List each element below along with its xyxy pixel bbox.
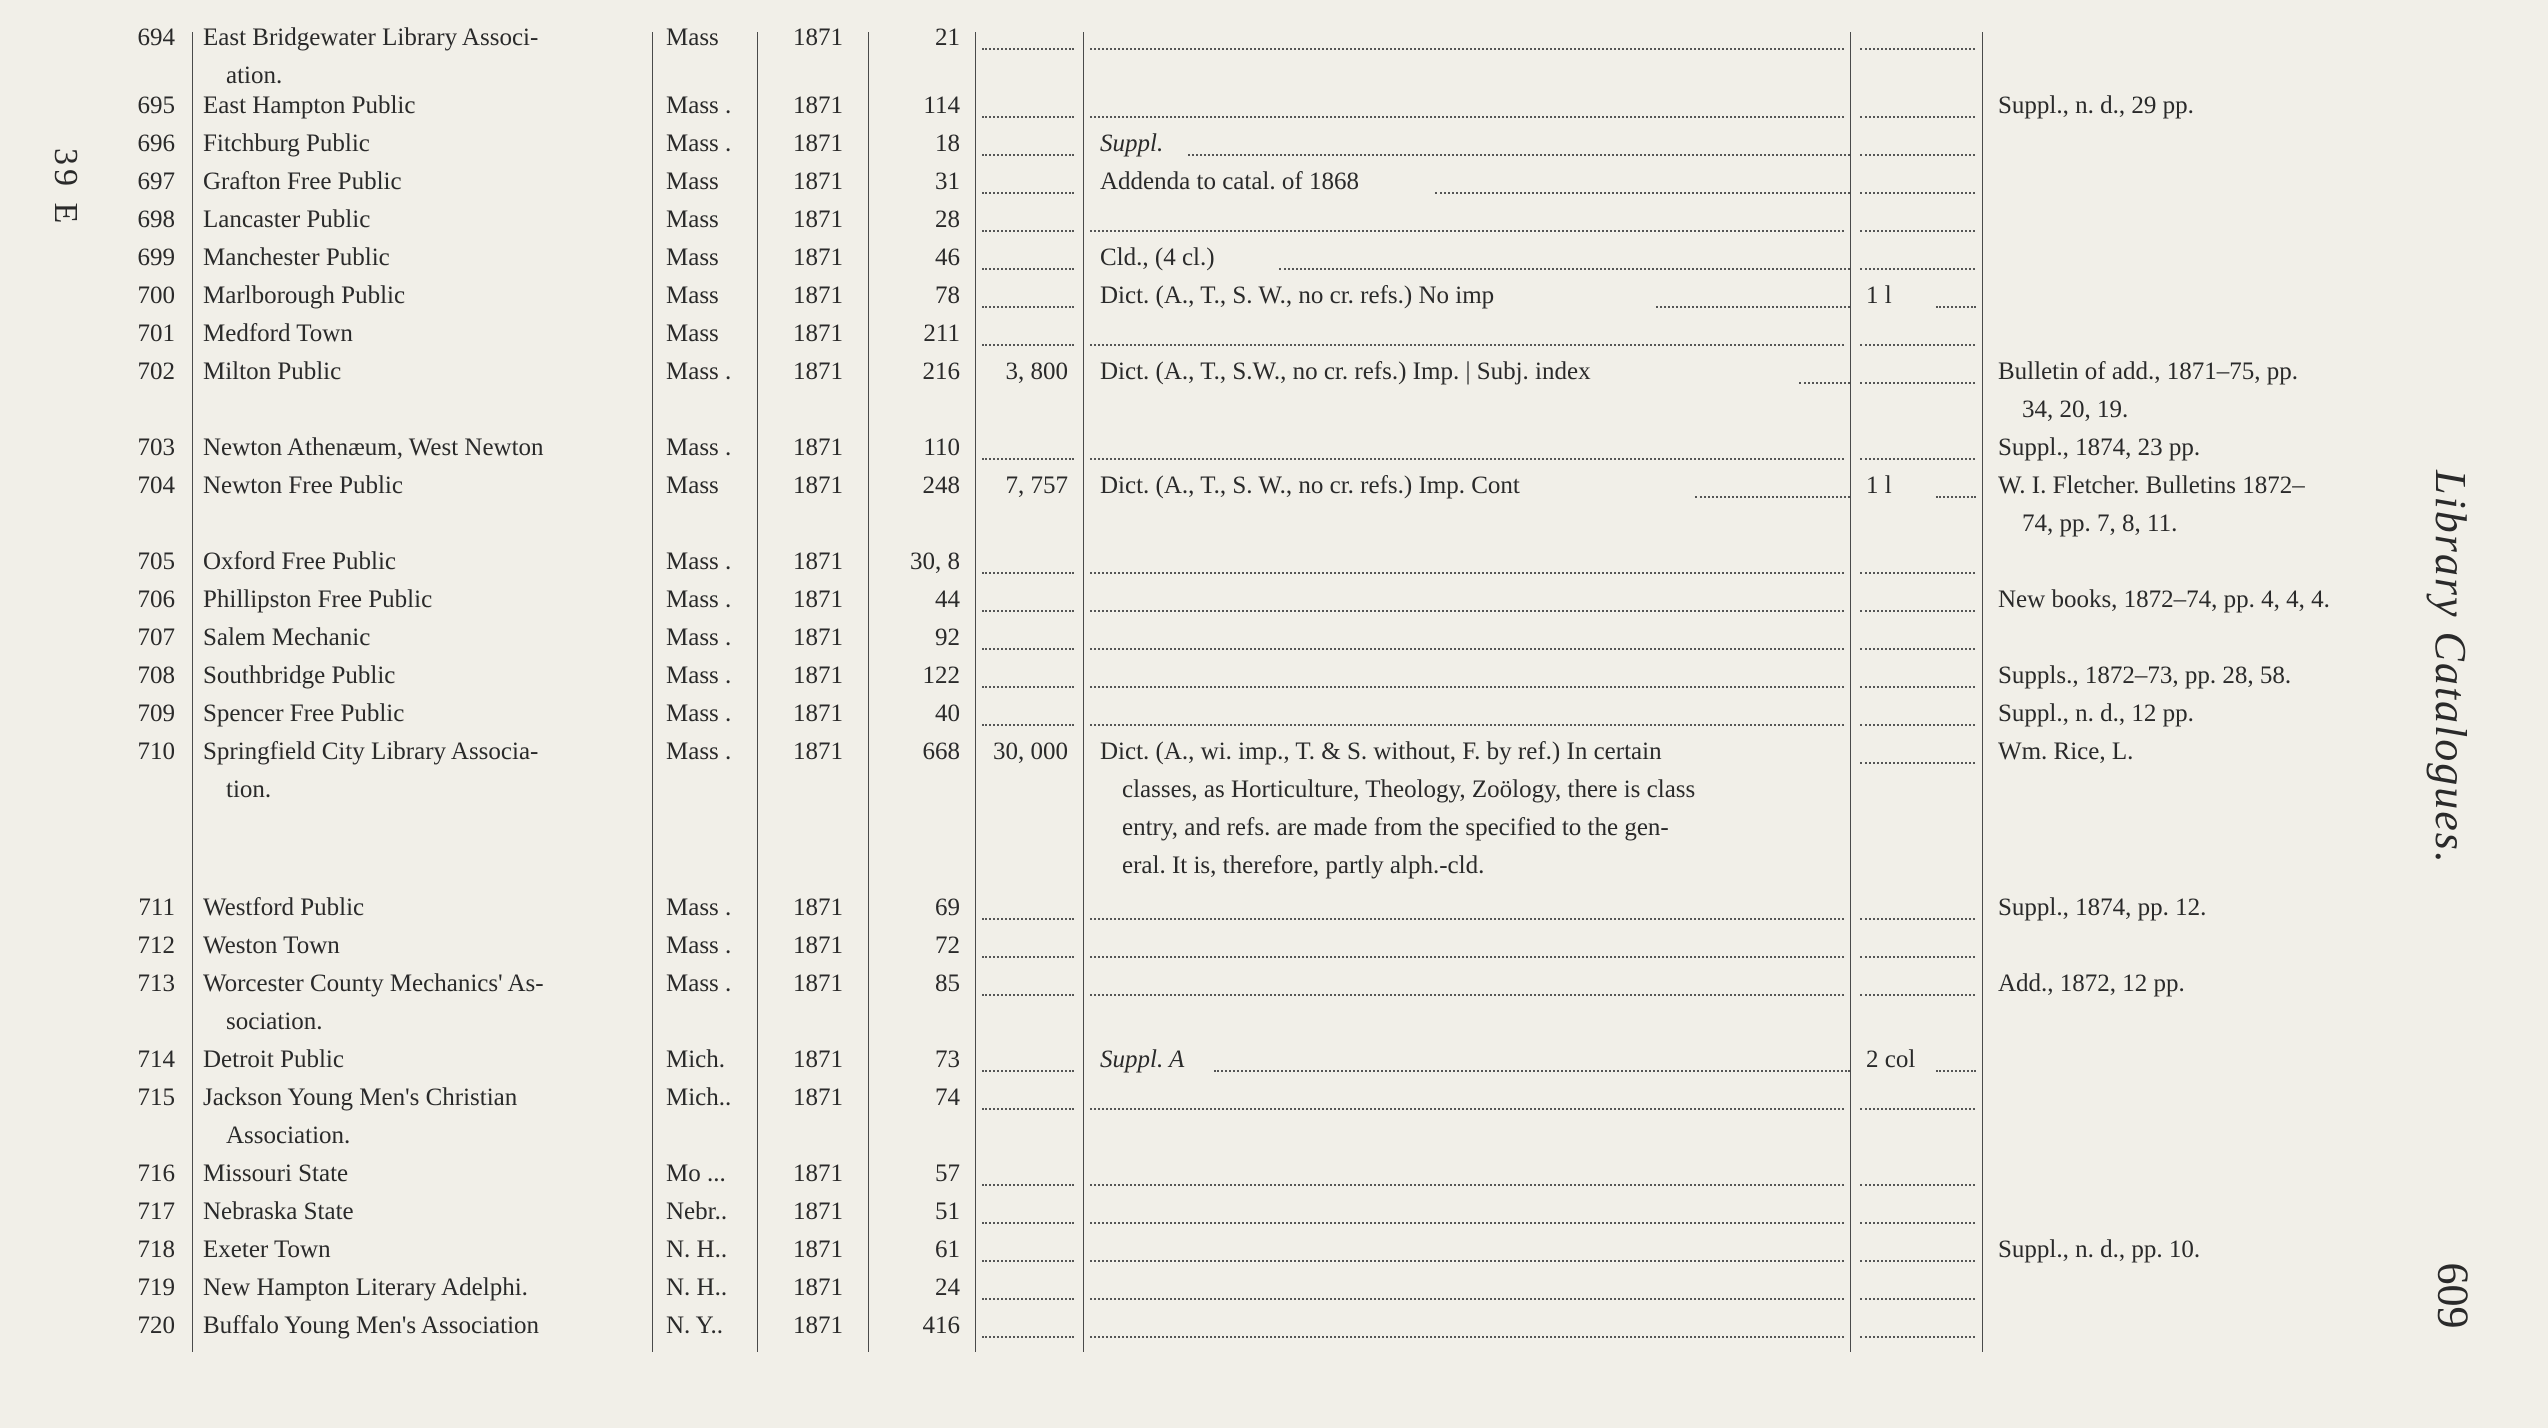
misc-leader — [1860, 918, 1975, 920]
volumes: 73 — [935, 1046, 960, 1073]
size-leader — [982, 458, 1074, 460]
volumes: 18 — [935, 130, 960, 157]
year: 1871 — [793, 434, 843, 461]
description-leader — [1090, 686, 1844, 688]
misc-leader — [1860, 268, 1975, 270]
library-state: N. H.. — [666, 1274, 728, 1301]
library-state: Mass . — [666, 130, 732, 157]
entry-number: 704 — [137, 472, 175, 499]
volumes: 28 — [935, 206, 960, 233]
entry-number: 715 — [137, 1084, 175, 1111]
library-name: Nebraska State — [203, 1198, 354, 1225]
size-leader — [982, 918, 1074, 920]
volumes: 46 — [935, 244, 960, 271]
volumes: 668 — [922, 738, 960, 765]
column-rule — [652, 32, 653, 1352]
page-number: 609 — [2428, 1262, 2478, 1329]
size-leader — [982, 572, 1074, 574]
year: 1871 — [793, 1236, 843, 1263]
entry-number: 705 — [137, 548, 175, 575]
year: 1871 — [793, 700, 843, 727]
description-leader — [1656, 306, 1850, 308]
notes: New books, 1872–74, pp. 4, 4, 4. — [1998, 586, 2330, 613]
year: 1871 — [793, 24, 843, 51]
running-head-text: Library Catalogues. — [2426, 470, 2475, 865]
year: 1871 — [793, 130, 843, 157]
volumes: 248 — [922, 472, 960, 499]
description-leader — [1214, 1070, 1850, 1072]
description-leader — [1090, 230, 1844, 232]
library-name: Detroit Public — [203, 1046, 344, 1073]
library-name: Grafton Free Public — [203, 168, 402, 195]
volumes: 44 — [935, 586, 960, 613]
library-name-cont: Association. — [226, 1122, 351, 1149]
description: Addenda to catal. of 1868 — [1100, 168, 1359, 195]
size-leader — [982, 1070, 1074, 1072]
size-leader — [982, 1298, 1074, 1300]
description: Cld., (4 cl.) — [1100, 244, 1215, 271]
notes-cont: 74, pp. 7, 8, 11. — [2022, 510, 2178, 537]
misc-leader — [1860, 1260, 1975, 1262]
year: 1871 — [793, 320, 843, 347]
library-name: Manchester Public — [203, 244, 390, 271]
misc-leader — [1860, 344, 1975, 346]
description-leader — [1090, 1336, 1844, 1338]
library-name: Newton Free Public — [203, 472, 403, 499]
column-rule — [868, 32, 869, 1352]
misc-value: 1 l — [1866, 282, 1892, 309]
library-state: Mass . — [666, 548, 732, 575]
entry-number: 710 — [137, 738, 175, 765]
notes-cont: 34, 20, 19. — [2022, 396, 2129, 423]
size-leader — [982, 116, 1074, 118]
year: 1871 — [793, 92, 843, 119]
misc-leader — [1860, 1336, 1975, 1338]
size-leader — [982, 1260, 1074, 1262]
notes: Suppl., 1874, 23 pp. — [1998, 434, 2201, 461]
description-leader — [1090, 956, 1844, 958]
year: 1871 — [793, 586, 843, 613]
volumes: 74 — [935, 1084, 960, 1111]
library-name: Weston Town — [203, 932, 340, 959]
description-leader — [1090, 724, 1844, 726]
misc-leader — [1860, 458, 1975, 460]
notes: Bulletin of add., 1871–75, pp. — [1998, 358, 2298, 385]
column-rule — [1850, 32, 1851, 1352]
library-state: Mo ... — [666, 1160, 726, 1187]
volumes: 61 — [935, 1236, 960, 1263]
size: 7, 757 — [1005, 472, 1068, 499]
library-state: Mass . — [666, 738, 732, 765]
library-state: Mass — [666, 24, 719, 51]
misc-leader — [1860, 648, 1975, 650]
year: 1871 — [793, 472, 843, 499]
description-leader — [1090, 918, 1844, 920]
library-state: Mass — [666, 206, 719, 233]
library-name: Springfield City Library Associa- — [203, 738, 539, 765]
library-name: Medford Town — [203, 320, 353, 347]
description-leader — [1799, 382, 1850, 384]
volumes: 85 — [935, 970, 960, 997]
library-state: Mass . — [666, 92, 732, 119]
year: 1871 — [793, 662, 843, 689]
year: 1871 — [793, 932, 843, 959]
volumes: 110 — [923, 434, 960, 461]
year: 1871 — [793, 1046, 843, 1073]
description-leader — [1090, 1222, 1844, 1224]
library-name: Buffalo Young Men's Association — [203, 1312, 540, 1339]
description-leader — [1090, 116, 1844, 118]
entry-number: 694 — [137, 24, 175, 51]
library-name: Exeter Town — [203, 1236, 331, 1263]
description-cont: classes, as Horticulture, Theology, Zoölogy, there is class — [1122, 776, 1696, 803]
entry-number: 697 — [137, 168, 175, 195]
year: 1871 — [793, 738, 843, 765]
entry-number: 713 — [137, 970, 175, 997]
library-state: Mass . — [666, 970, 732, 997]
description-leader — [1090, 610, 1844, 612]
misc-value: 1 l — [1866, 472, 1892, 499]
year: 1871 — [793, 1160, 843, 1187]
notes: W. I. Fletcher. Bulletins 1872– — [1998, 472, 2305, 499]
size-leader — [982, 1336, 1074, 1338]
year: 1871 — [793, 1274, 843, 1301]
entry-number: 696 — [137, 130, 175, 157]
misc-value: 2 col — [1866, 1046, 1916, 1073]
library-name: Westford Public — [203, 894, 365, 921]
library-name: Spencer Free Public — [203, 700, 405, 727]
library-state: Mass — [666, 244, 719, 271]
notes: Suppl., n. d., 12 pp. — [1998, 700, 2194, 727]
size-leader — [982, 994, 1074, 996]
description-cont: eral. It is, therefore, partly alph.-cld. — [1122, 852, 1485, 879]
year: 1871 — [793, 1312, 843, 1339]
entry-number: 703 — [137, 434, 175, 461]
library-name: Fitchburg Public — [203, 130, 370, 157]
description-cont: entry, and refs. are made from the specified to the gen- — [1122, 814, 1669, 841]
misc-leader — [1860, 994, 1975, 996]
size-leader — [982, 1222, 1074, 1224]
size: 3, 800 — [1005, 358, 1068, 385]
library-state: N. H.. — [666, 1236, 728, 1263]
misc-leader — [1860, 956, 1975, 958]
notes: Suppl., n. d., pp. 10. — [1998, 1236, 2201, 1263]
description-leader — [1090, 1108, 1844, 1110]
library-state: Mass . — [666, 434, 732, 461]
year: 1871 — [793, 624, 843, 651]
library-name: Worcester County Mechanics' As- — [203, 970, 544, 997]
volumes: 216 — [922, 358, 960, 385]
volumes: 114 — [923, 92, 960, 119]
description: Suppl. A — [1100, 1046, 1185, 1073]
misc-leader — [1860, 382, 1975, 384]
library-name: Lancaster Public — [203, 206, 371, 233]
size-leader — [982, 192, 1074, 194]
entry-number: 719 — [137, 1274, 175, 1301]
column-rule — [1083, 32, 1084, 1352]
column-rule — [975, 32, 976, 1352]
library-name: Salem Mechanic — [203, 624, 371, 651]
library-state: Nebr.. — [666, 1198, 728, 1225]
size-leader — [982, 268, 1074, 270]
size-leader — [982, 230, 1074, 232]
library-name: Marlborough Public — [203, 282, 406, 309]
entry-number: 718 — [137, 1236, 175, 1263]
entry-number: 706 — [137, 586, 175, 613]
description-leader — [1090, 1184, 1844, 1186]
volumes: 51 — [935, 1198, 960, 1225]
volumes: 72 — [935, 932, 960, 959]
year: 1871 — [793, 894, 843, 921]
misc-leader — [1860, 762, 1975, 764]
misc-leader — [1860, 1222, 1975, 1224]
entry-number: 708 — [137, 662, 175, 689]
volumes: 24 — [935, 1274, 960, 1301]
library-state: Mass — [666, 472, 719, 499]
size-leader — [982, 610, 1074, 612]
library-name: East Bridgewater Library Associ- — [203, 24, 539, 51]
entry-number: 695 — [137, 92, 175, 119]
year: 1871 — [793, 1198, 843, 1225]
entry-number: 702 — [137, 358, 175, 385]
misc-leader — [1860, 116, 1975, 118]
entry-number: 711 — [138, 894, 175, 921]
library-name-cont: sociation. — [226, 1008, 323, 1035]
notes: Suppl., n. d., 29 pp. — [1998, 92, 2194, 119]
size-leader — [982, 648, 1074, 650]
misc-leader — [1860, 686, 1975, 688]
misc-leader — [1860, 1184, 1975, 1186]
misc-leader — [1860, 154, 1975, 156]
misc-leader — [1860, 1298, 1975, 1300]
year: 1871 — [793, 168, 843, 195]
entry-number: 712 — [137, 932, 175, 959]
library-name: Jackson Young Men's Christian — [203, 1084, 518, 1111]
year: 1871 — [793, 970, 843, 997]
description: Dict. (A., T., S. W., no cr. refs.) No imp — [1100, 282, 1495, 309]
misc-leader — [1860, 48, 1975, 50]
entry-number: 707 — [137, 624, 175, 651]
library-state: Mass . — [666, 358, 732, 385]
volumes: 78 — [935, 282, 960, 309]
description-leader — [1090, 572, 1844, 574]
size-leader — [982, 154, 1074, 156]
notes: Suppl., 1874, pp. 12. — [1998, 894, 2207, 921]
misc-leader — [1860, 572, 1975, 574]
library-state: Mass — [666, 168, 719, 195]
misc-leader — [1860, 724, 1975, 726]
volumes: 211 — [923, 320, 960, 347]
library-state: Mass . — [666, 624, 732, 651]
library-name: Oxford Free Public — [203, 548, 397, 575]
entry-number: 701 — [137, 320, 175, 347]
volumes: 40 — [935, 700, 960, 727]
volumes: 92 — [935, 624, 960, 651]
library-name: Southbridge Public — [203, 662, 396, 689]
volumes: 122 — [922, 662, 960, 689]
year: 1871 — [793, 244, 843, 271]
library-state: Mass . — [666, 932, 732, 959]
library-name: Missouri State — [203, 1160, 349, 1187]
library-state: Mass — [666, 320, 719, 347]
volumes: 57 — [935, 1160, 960, 1187]
volumes: 21 — [935, 24, 960, 51]
description-leader — [1090, 458, 1844, 460]
size-leader — [982, 724, 1074, 726]
description-leader — [1188, 154, 1850, 156]
size: 30, 000 — [993, 738, 1068, 765]
description-leader — [1090, 648, 1844, 650]
library-state: Mich.. — [666, 1084, 732, 1111]
description-leader — [1090, 344, 1844, 346]
library-name: Milton Public — [203, 358, 342, 385]
description: Suppl. — [1100, 130, 1164, 157]
year: 1871 — [793, 1084, 843, 1111]
description-leader — [1695, 496, 1850, 498]
year: 1871 — [793, 548, 843, 575]
misc-leader — [1860, 610, 1975, 612]
entry-number: 717 — [137, 1198, 175, 1225]
misc-leader — [1936, 306, 1976, 308]
running-head — [2408, 470, 2488, 910]
signature-mark: 39 E — [47, 148, 84, 228]
library-state: Mass . — [666, 662, 732, 689]
library-name-cont: tion. — [226, 776, 272, 803]
size-leader — [982, 1108, 1074, 1110]
volumes: 31 — [935, 168, 960, 195]
entry-number: 699 — [137, 244, 175, 271]
library-state: Mass . — [666, 700, 732, 727]
description-leader — [1090, 994, 1844, 996]
size-leader — [982, 306, 1074, 308]
library-name-cont: ation. — [226, 62, 283, 89]
size-leader — [982, 956, 1074, 958]
year: 1871 — [793, 206, 843, 233]
misc-leader — [1860, 1108, 1975, 1110]
size-leader — [982, 344, 1074, 346]
library-state: Mass . — [666, 586, 732, 613]
description-leader — [1279, 268, 1850, 270]
description-leader — [1090, 1298, 1844, 1300]
description: Dict. (A., wi. imp., T. & S. without, F. by ref.) In certain — [1100, 738, 1662, 765]
column-rule — [192, 32, 193, 1352]
volumes: 30, 8 — [910, 548, 960, 575]
notes: Suppls., 1872–73, pp. 28, 58. — [1998, 662, 2292, 689]
entry-number: 714 — [137, 1046, 175, 1073]
entry-number: 720 — [137, 1312, 175, 1339]
notes: Wm. Rice, L. — [1998, 738, 2134, 765]
library-state: N. Y.. — [666, 1312, 723, 1339]
entry-number: 700 — [137, 282, 175, 309]
misc-leader — [1860, 230, 1975, 232]
library-name: Phillipston Free Public — [203, 586, 433, 613]
year: 1871 — [793, 358, 843, 385]
entry-number: 698 — [137, 206, 175, 233]
library-name: New Hampton Literary Adelphi. — [203, 1274, 528, 1301]
entry-number: 716 — [137, 1160, 175, 1187]
volumes: 69 — [935, 894, 960, 921]
library-name: Newton Athenæum, West Newton — [203, 434, 544, 461]
library-name: East Hampton Public — [203, 92, 416, 119]
misc-leader — [1936, 496, 1976, 498]
entry-number: 709 — [137, 700, 175, 727]
misc-leader — [1936, 1070, 1976, 1072]
misc-leader — [1860, 192, 1975, 194]
size-leader — [982, 1184, 1074, 1186]
description-leader — [1090, 48, 1844, 50]
volumes: 416 — [922, 1312, 960, 1339]
library-state: Mich. — [666, 1046, 726, 1073]
column-rule — [1982, 32, 1983, 1352]
year: 1871 — [793, 282, 843, 309]
size-leader — [982, 686, 1074, 688]
description: Dict. (A., T., S.W., no cr. refs.) Imp. | Subj. index — [1100, 358, 1591, 385]
size-leader — [982, 48, 1074, 50]
notes: Add., 1872, 12 pp. — [1998, 970, 2185, 997]
description: Dict. (A., T., S. W., no cr. refs.) Imp. Cont — [1100, 472, 1520, 499]
library-state: Mass . — [666, 894, 732, 921]
library-state: Mass — [666, 282, 719, 309]
description-leader — [1435, 192, 1850, 194]
description-leader — [1090, 1260, 1844, 1262]
